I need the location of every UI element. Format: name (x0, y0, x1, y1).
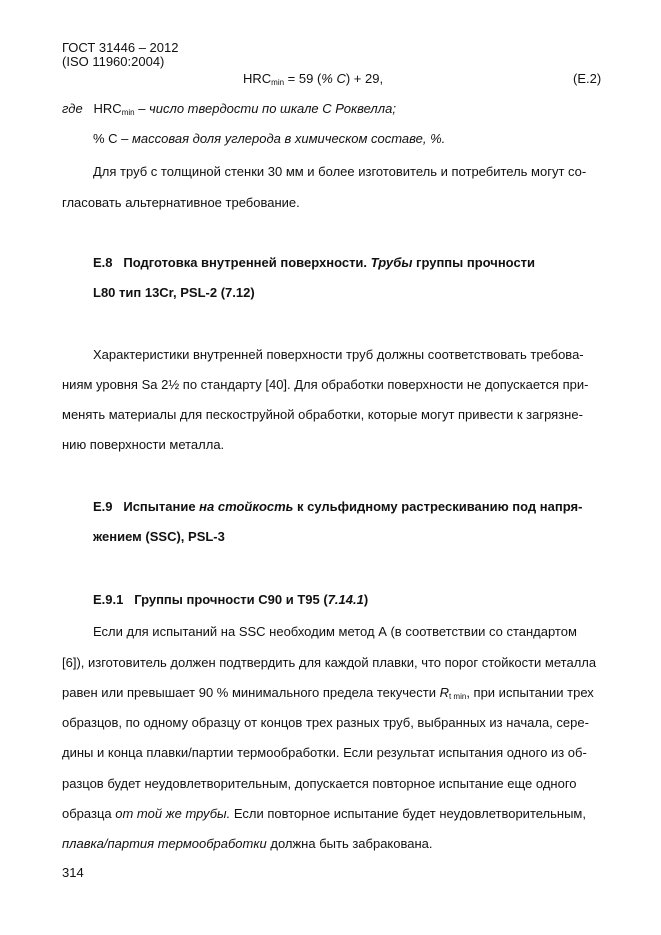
paragraph-e8-line: ниям уровня Sa 2½ по стандарту [40]. Для обработки поверхности не допускается при- (62, 377, 589, 392)
paragraph-e91-line: равен или превышает 90 % минимального предела текучести $R_{t min}$, при испытании трех (62, 685, 594, 701)
paragraph-e91-line: Если для испытаний на SSC необходим метод А (в соответствии со стандартом (93, 624, 577, 639)
paragraph-e8-line: нию поверхности металла. (62, 437, 225, 452)
section-e8-heading: E.8 Подготовка внутренней поверхности. Трубы группы прочности (93, 255, 536, 270)
paragraph-e91-line: образца от той же трубы. Если повторное испытание будет неудовлетворительным, (62, 806, 586, 821)
formula-label: (E.2) (573, 71, 602, 86)
where-hrc-definition: где $HRC_{min}$ – число твердости по шкале С Роквелла; (62, 101, 396, 117)
paragraph-e91-line: разцов будет неудовлетворительным, допускается повторное испытание еще одного (62, 776, 577, 791)
paragraph-e91-line: плавка/партия термообработки должна быть забракована. (62, 836, 433, 851)
standard-designation: ГОСТ 31446 – 2012 (62, 40, 179, 55)
section-e8-heading-cont: L80 тип 13Cr, PSL-2 (7.12) (93, 285, 255, 300)
iso-reference: (ISO 11960:2004) (62, 54, 165, 69)
page-number: 314 (62, 865, 84, 880)
paragraph-e8-line: Характеристики внутренней поверхности труб должны соответствовать требова- (93, 347, 584, 362)
section-e91-heading: E.9.1 Группы прочности C90 и T95 (7.14.1) (93, 592, 369, 607)
paragraph-e91-line: [6]), изготовитель должен подтвердить для каждой плавки, что порог стойкости металла (62, 655, 597, 670)
where-carbon-definition: % C – массовая доля углерода в химическом составе, %. (93, 131, 446, 146)
paragraph-e91-line: образцов, по одному образцу от концов трех разных труб, выбранных из начала, сере- (62, 715, 589, 730)
paragraph-thick-wall-line: Для труб с толщиной стенки 30 мм и более изготовитель и потребитель могут со- (93, 164, 587, 179)
paragraph-thick-wall-line: гласовать альтернативное требование. (62, 195, 300, 210)
paragraph-e8-line: менять материалы для пескоструйной обработки, которые могут привести к загрязне- (62, 407, 583, 422)
paragraph-e91-line: дины и конца плавки/партии термообработки. Если результат испытания одного из об- (62, 745, 587, 760)
section-e9-heading: E.9 Испытание на стойкость к сульфидному растрескиванию под напря- (93, 499, 583, 514)
section-e9-heading-cont: жением (SSC), PSL-3 (93, 529, 225, 544)
formula-e2: $HRC_{min} = 59$ (% C) + 29, (243, 71, 384, 87)
